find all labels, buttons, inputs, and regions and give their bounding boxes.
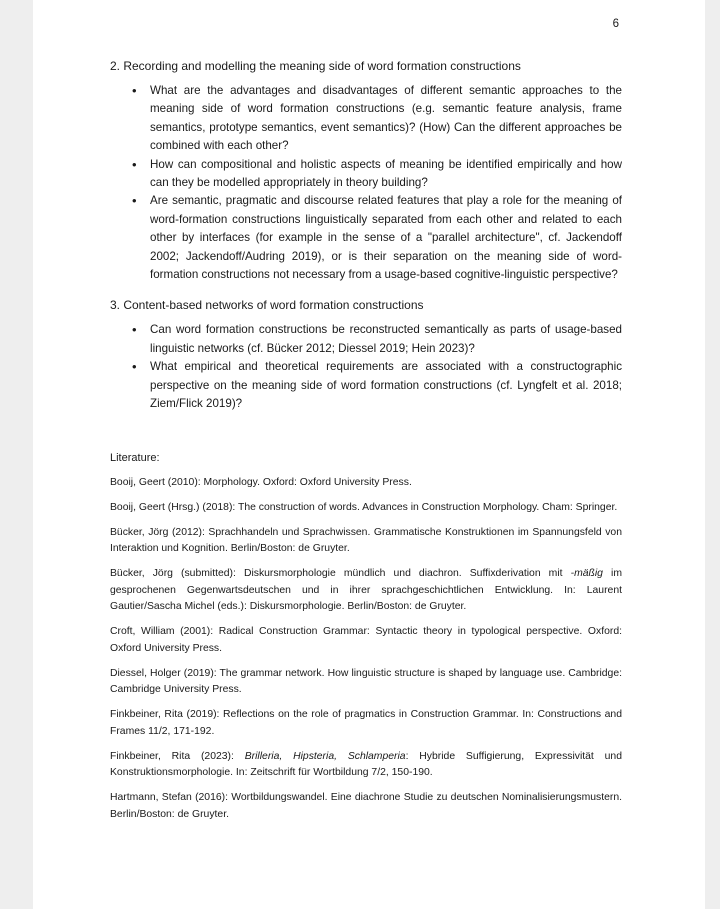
page-number: 6: [612, 18, 619, 30]
reference-entry: Croft, William (2001): Radical Construction Grammar: Syntactic theory in typological perspective. Oxford: Oxford University Press.: [110, 626, 622, 654]
question-item: • How can compositional and holistic aspects of meaning be identified empirically and how can they be modelled appropriately in theory building?: [150, 156, 622, 193]
reference-italic: -mäßig: [570, 568, 603, 579]
reference-entry: Booij, Geert (2010): Morphology. Oxford: Oxford University Press.: [110, 476, 412, 488]
reference-entry: [110, 749, 622, 782]
question-item: • What are the advantages and disadvantages of different semantic approaches to the meaning side of word formation constructions (e.g. semantic feature analysis, frame semantics, prototype semantics, event semantics)? (How) Can the different approaches be combined with each other?: [150, 82, 622, 156]
reference-entry: Booij, Geert (Hrsg.) (2018): The construction of words. Advances in Construction Morphology. Cham: Springer.: [110, 501, 618, 513]
question-list: [110, 82, 622, 284]
reference-text: Finkbeiner, Rita (2023):: [110, 750, 245, 762]
literature-label: Literature:: [110, 451, 160, 464]
question-list: [110, 321, 622, 413]
question-item: • Are semantic, pragmatic and discourse related features that play a role for the meaning of word-formation constructions linguistically separated from each other and related to each other by interfaces (for example in the sense of a "parallel architecture", cf. Jackendoff 2002; Jackendoff/Audring 2019), or is their separation on the meaning side of word-formation constructions not necessary from a usage-based cognitive-linguistic perspective?: [150, 192, 622, 284]
reference-italic: Brilleria, Hipsteria, Schlamperia: [244, 750, 406, 762]
reference-text: im gesprochenen Gegenwartsdeutschen und in ihrer sprachgeschichtlichen Entwicklung. In: Laurent Gautier/Sascha Michel (eds.): Diskursmorphologie. Berlin/Boston: de Gruyter.: [110, 568, 622, 612]
reference-entry: [110, 566, 622, 616]
reference-entry: Hartmann, Stefan (2016): Wortbildungswandel. Eine diachrone Studie zu deutschen Nominalisierungsmustern. Berlin/Boston: de Gruyter.: [110, 792, 622, 820]
reference-entry: Diessel, Holger (2019): The grammar network. How linguistic structure is shaped by language use. Cambridge: Cambridge University Press.: [110, 667, 622, 695]
literature-section: [110, 450, 622, 824]
section-2: [110, 57, 622, 284]
section-heading: 2. Recording and modelling the meaning side of word formation constructions: [110, 59, 521, 73]
question-item: • Can word formation constructions be reconstructed semantically as parts of usage-based linguistic networks (cf. Bücker 2012; Diessel 2019; Hein 2023)?: [150, 321, 622, 358]
page-content: [110, 57, 622, 832]
reference-text: : Hybride Suffigierung, Expressivität und Konstruktionsmorphologie. In: Zeitschrift für Wortbildung 7/2, 150-190.: [110, 750, 622, 778]
question-item: • What empirical and theoretical requirements are associated with a constructographic perspective on the meaning side of word formation constructions (cf. Lyngfelt et al. 2018; Ziem/Flick 2019)?: [150, 358, 622, 413]
section-3: [110, 296, 622, 413]
reference-entry: Finkbeiner, Rita (2019): Reflections on the role of pragmatics in Construction Grammar. In: Constructions and Frames 11/2, 171-192.: [110, 709, 622, 737]
document-page: [33, 0, 705, 909]
reference-text: Bücker, Jörg (submitted): Diskursmorphologie mündlich und diachron. Suffixderivation mit: [110, 568, 571, 579]
section-heading: 3. Content-based networks of word formation constructions: [110, 298, 424, 313]
reference-entry: Bücker, Jörg (2012): Sprachhandeln und Sprachwissen. Grammatische Konstruktionen im Spannungsfeld von Interaktion und Kognition. Berlin/Boston: de Gruyter.: [110, 526, 622, 554]
